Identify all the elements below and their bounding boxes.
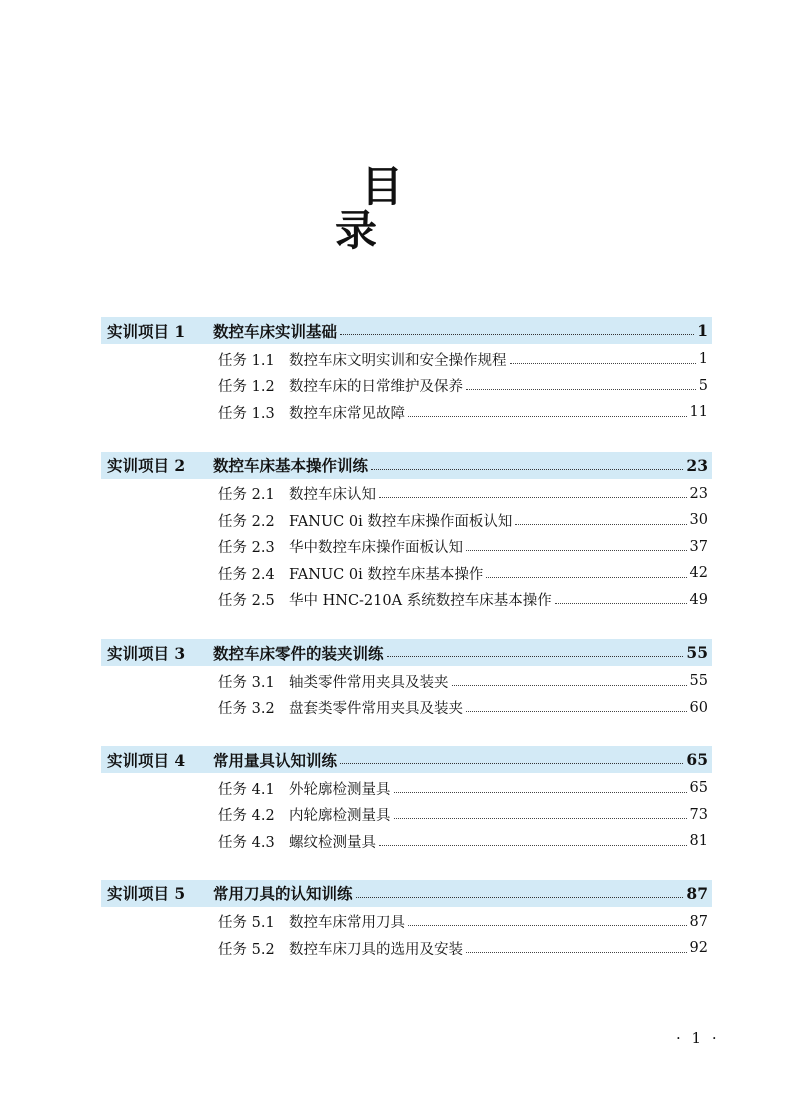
dot-leader	[466, 952, 687, 953]
toc-project-entry[interactable]	[101, 317, 712, 344]
toc-task-entry[interactable]	[101, 507, 712, 534]
task-page: 5	[698, 377, 708, 394]
toc-task-entry[interactable]	[101, 775, 712, 802]
project-title: 数控车床零件的装夹训练	[213, 643, 384, 663]
project-title: 常用刀具的认知训练	[213, 884, 353, 903]
toc-task-entry[interactable]	[101, 828, 712, 855]
toc-project-entry[interactable]	[101, 746, 712, 773]
task-page: 87	[689, 913, 708, 930]
toc-task-entry[interactable]	[101, 346, 712, 373]
project-title: 常用量具认知训练	[213, 750, 338, 770]
task-title: FANUC 0i 数控车床基本操作	[289, 566, 484, 583]
toc-task-entry[interactable]	[101, 399, 712, 426]
task-number: 任务 3.2	[218, 701, 275, 718]
task-page: 30	[689, 512, 708, 529]
task-number: 任务 2.5	[218, 593, 275, 610]
task-title: FANUC 0i 数控车床操作面板认知	[289, 513, 513, 530]
page-title: 目录	[333, 181, 473, 237]
toc-project-entry[interactable]	[101, 452, 712, 479]
task-number: 任务 2.1	[218, 487, 275, 504]
toc-task-entry[interactable]	[101, 668, 712, 695]
task-title: 数控车床常见故障	[289, 405, 405, 422]
dot-leader	[340, 763, 683, 764]
task-number: 任务 2.2	[218, 513, 275, 530]
dot-leader	[510, 363, 696, 364]
task-title: 轴类零件常用夹具及装夹	[289, 674, 449, 691]
dot-leader	[466, 711, 687, 712]
task-title: 数控车床文明实训和安全操作规程	[289, 352, 507, 369]
project-title: 数控车床基本操作训练	[213, 456, 369, 475]
task-page: 1	[698, 351, 708, 368]
task-title: 数控车床刀具的选用及安装	[289, 941, 463, 958]
toc-task-entry[interactable]	[101, 935, 712, 962]
task-page: 73	[689, 806, 708, 823]
task-number: 任务 1.3	[218, 405, 275, 422]
task-page: 65	[689, 780, 708, 797]
task-page: 92	[689, 940, 708, 957]
toc-task-entry[interactable]	[101, 373, 712, 400]
toc-section	[101, 880, 712, 962]
task-page: 11	[689, 404, 708, 421]
task-page: 49	[689, 591, 708, 608]
task-number: 任务 1.1	[218, 352, 275, 369]
task-page: 37	[689, 538, 708, 555]
project-page: 87	[686, 883, 708, 903]
task-number: 任务 5.2	[218, 941, 275, 958]
task-title: 数控车床的日常维护及保养	[289, 379, 463, 396]
project-page: 1	[697, 321, 708, 340]
dot-leader	[394, 792, 687, 793]
dot-leader	[394, 818, 687, 819]
project-number: 实训项目 4	[107, 750, 186, 770]
project-page: 55	[686, 643, 708, 662]
project-number: 实训项目 3	[107, 643, 186, 663]
project-page: 65	[686, 750, 708, 769]
task-number: 任务 2.4	[218, 566, 275, 583]
task-page: 55	[689, 673, 708, 690]
project-page: 23	[686, 455, 708, 475]
task-title: 华中 HNC-210A 系统数控车床基本操作	[289, 593, 552, 610]
task-page: 23	[689, 485, 708, 502]
dot-leader	[356, 897, 684, 898]
toc-task-entry[interactable]	[101, 909, 712, 936]
dot-leader	[555, 603, 687, 604]
toc-task-entry[interactable]	[101, 560, 712, 587]
task-title: 螺纹检测量具	[289, 834, 376, 851]
table-of-contents	[101, 317, 712, 962]
task-number: 任务 4.3	[218, 834, 275, 851]
toc-task-entry[interactable]	[101, 587, 712, 614]
task-title: 外轮廓检测量具	[289, 781, 391, 798]
task-page: 60	[689, 699, 708, 716]
task-number: 任务 2.3	[218, 540, 275, 557]
dot-leader	[515, 524, 686, 525]
project-number: 实训项目 2	[107, 456, 186, 475]
task-number: 任务 4.2	[218, 808, 275, 825]
task-title: 数控车床认知	[289, 487, 376, 504]
dot-leader	[379, 497, 687, 498]
dot-leader	[486, 577, 686, 578]
task-title: 数控车床常用刀具	[289, 915, 405, 932]
dot-leader	[452, 685, 687, 686]
page-number: · 1 ·	[676, 1029, 720, 1047]
toc-section	[101, 746, 712, 855]
toc-task-entry[interactable]	[101, 802, 712, 829]
task-number: 任务 5.1	[218, 915, 275, 932]
dot-leader	[408, 925, 687, 926]
project-title: 数控车床实训基础	[213, 321, 338, 341]
task-number: 任务 1.2	[218, 379, 275, 396]
toc-section	[101, 452, 712, 614]
toc-task-entry[interactable]	[101, 534, 712, 561]
task-number: 任务 3.1	[218, 674, 275, 691]
project-number: 实训项目 1	[107, 321, 186, 341]
toc-task-entry[interactable]	[101, 481, 712, 508]
dot-leader	[340, 334, 694, 335]
dot-leader	[387, 656, 684, 657]
dot-leader	[371, 469, 683, 470]
toc-title-box	[333, 162, 473, 255]
toc-project-entry[interactable]	[101, 880, 712, 907]
dot-leader	[466, 550, 687, 551]
task-title: 盘套类零件常用夹具及装夹	[289, 701, 463, 718]
dot-leader	[466, 389, 696, 390]
task-number: 任务 4.1	[218, 781, 275, 798]
dot-leader	[379, 845, 687, 846]
toc-section	[101, 317, 712, 426]
task-page: 42	[689, 565, 708, 582]
task-page: 81	[689, 833, 708, 850]
dot-leader	[408, 416, 687, 417]
project-number: 实训项目 5	[107, 884, 186, 903]
toc-task-entry[interactable]	[101, 695, 712, 722]
task-title: 内轮廓检测量具	[289, 808, 391, 825]
toc-project-entry[interactable]	[101, 639, 712, 666]
toc-section	[101, 639, 712, 721]
task-title: 华中数控车床操作面板认知	[289, 540, 463, 557]
